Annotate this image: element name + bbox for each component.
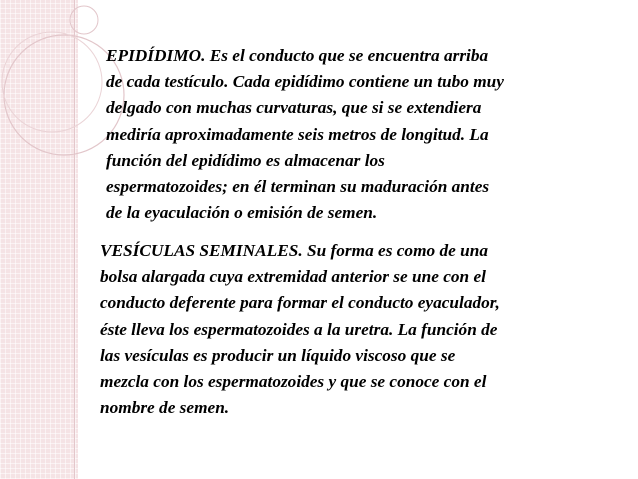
paragraph-vesiculas-seminales: VESÍCULAS SEMINALES. Su forma es como de una bolsa alargada cuya extremidad anterior se une con el conducto deferente para formar el conducto eyaculador, éste lleva los espermatozoides a la uretra. La función de las vesículas es producir un líquido viscoso que se mezcla con los espermatozoides y que se conoce con el nombre de semen.	[100, 241, 500, 418]
decorative-side-band	[0, 0, 78, 479]
paragraph-epididimo: EPIDÍDIMO. Es el conducto que se encuentra arriba de cada testículo. Cada epidídimo contiene un tubo muy delgado con muchas curvaturas, que si se extendiera mediría aproximadamente seis metros de longitud. La función del epidídimo es almacenar los espermatozoides; en él terminan su maduración antes de la eyaculación o emisión de semen.	[106, 46, 504, 223]
side-band-border	[74, 0, 75, 479]
